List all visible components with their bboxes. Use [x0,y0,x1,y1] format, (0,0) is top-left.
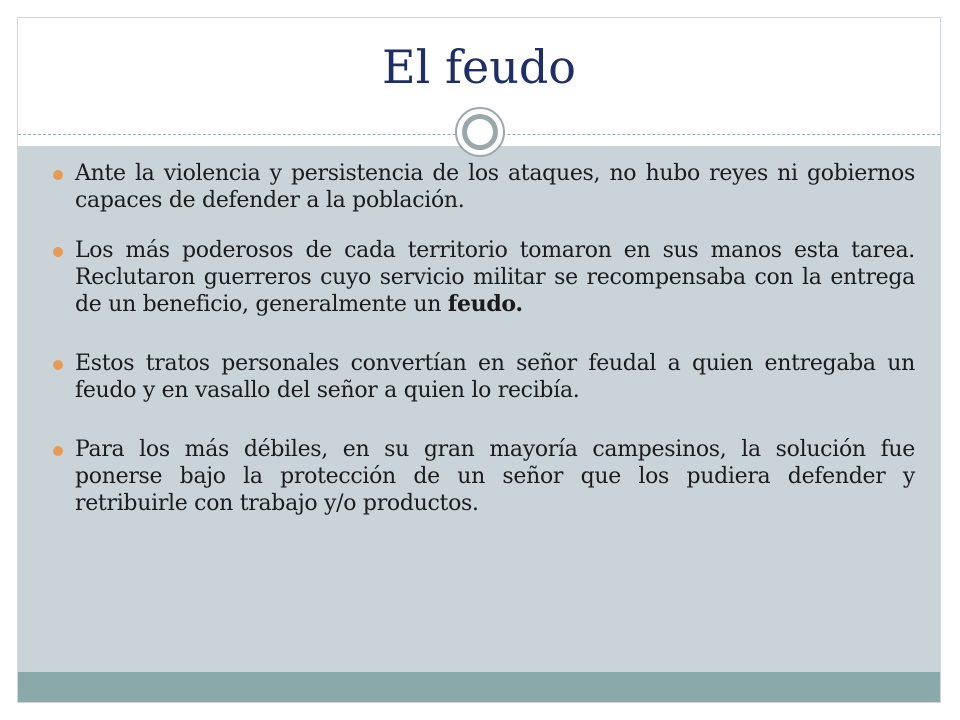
footer-bar [18,672,940,703]
bullet-item [53,350,915,404]
bullet-item [53,160,915,214]
slide-title: El feudo [382,40,576,94]
bullet-dot-icon [53,247,63,257]
ring-inner [462,114,498,150]
bullet-dot-icon [53,170,63,180]
ring-ornament-icon [455,107,505,157]
bullet-text: Los más poderosos de cada territorio tomaron en sus manos esta tarea. Reclutaron guerreros cuyo servicio militar se recompensaba con la entrega de un beneficio, generalmente un [75,238,915,317]
bullet-text: Para los más débiles, en su gran mayoría campesinos, la solución fue ponerse bajo la protección de un señor que los pudiera defender y retribuirle con trabajo y/o productos. [75,437,915,516]
bullet-bold-term: feudo. [447,291,523,317]
bullet-item [53,436,915,517]
bullet-list [53,160,915,540]
bullet-text: Estos tratos personales convertían en señor feudal a quien entregaba un feudo y en vasallo del señor a quien lo recibía. [75,351,915,403]
bullet-text: Ante la violencia y persistencia de los ataques, no hubo reyes ni gobiernos capaces de defender a la población. [75,161,915,213]
bullet-dot-icon [53,446,63,456]
bullet-item [53,237,915,318]
bullet-dot-icon [53,360,63,370]
